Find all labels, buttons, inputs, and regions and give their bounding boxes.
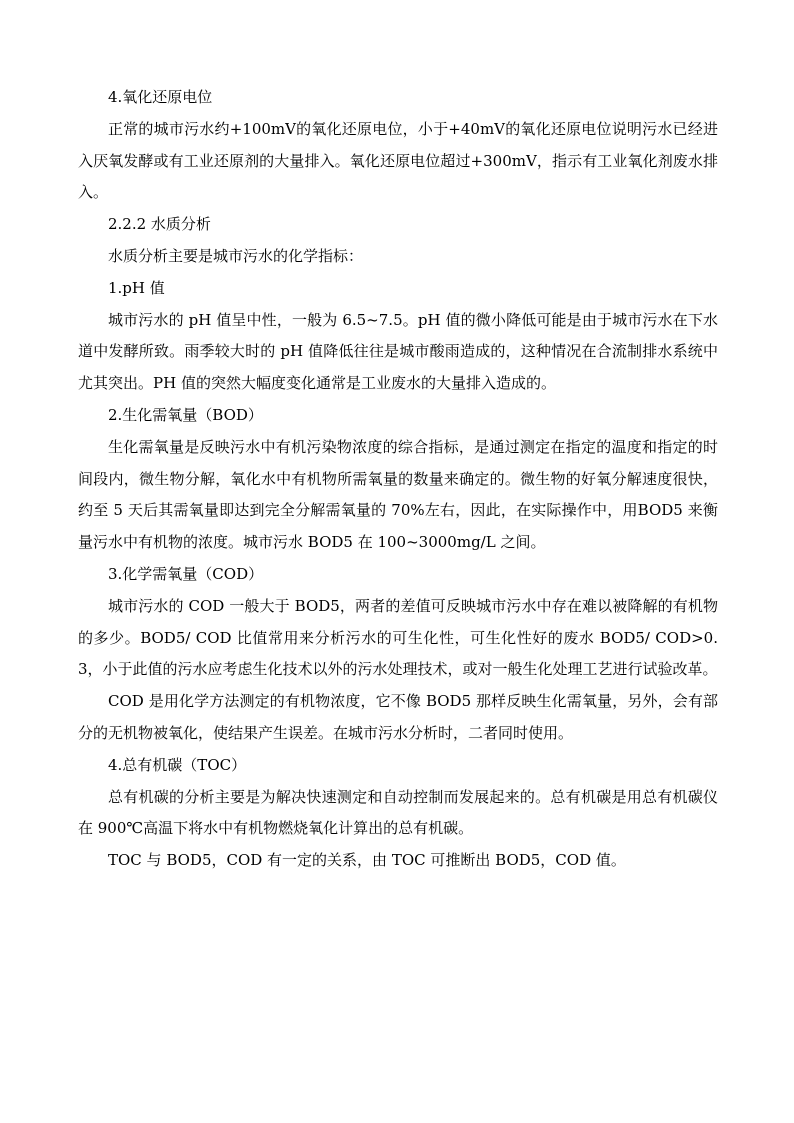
section-heading-bod: 2.生化需氧量（BOD） (108, 405, 263, 424)
paragraph-water-analysis-intro: 水质分析主要是城市污水的化学指标： (108, 246, 364, 265)
section-heading-water-analysis: 2.2.2 水质分析 (108, 215, 211, 234)
paragraph-toc: 总有机碳的分析主要是为解决快速测定和自动控制而发展起来的。总有机碳是用总有机碳仪在 900℃高温下将水中有机物燃烧氧化计算出的总有机碳。 (78, 787, 718, 838)
paragraph-toc-relation: TOC 与 BOD5，COD 有一定的关系，由 TOC 可推断出 BOD5，COD 值。 (108, 851, 626, 870)
paragraph-cod: 城市污水的 COD 一般大于 BOD5，两者的差值可反映城市污水中存在难以被降解的有机物的多少。BOD5/ COD 比值常用来分析污水的可生化性，可生化性好的废水 BOD5/ COD>0.3，小于此值的污水应考虑生化技术以外的污水处理技术，或对一般生化处理工艺进行试验改革。 (78, 596, 718, 679)
section-heading-toc: 4.总有机碳（TOC） (108, 755, 247, 774)
paragraph-bod: 生化需氧量是反映污水中有机污染物浓度的综合指标，是通过测定在指定的温度和指定的时间段内，微生物分解，氧化水中有机物所需氧量的数量来确定的。微生物的好氧分解速度很快，约至 5 天后其需氧量即达到完全分解需氧量的 70%左右，因此，在实际操作中，用BOD5 来衡量污水中有机物的浓度。城市污水 BOD5 在 100~3000mg/L 之间。 (78, 437, 718, 552)
section-heading-ph: 1.pH 值 (108, 278, 165, 297)
section-heading-orp: 4.氧化还原电位 (108, 88, 213, 106)
paragraph-ph: 城市污水的 pH 值呈中性，一般为 6.5~7.5。pH 值的微小降低可能是由于城市污水在下水道中发酵所致。雨季较大时的 pH 值降低往往是城市酸雨造成的，这种情况在合流制排水系统中尤其突出。PH 值的突然大幅度变化通常是工业废水的大量排入造成的。 (78, 310, 718, 393)
paragraph-orp: 正常的城市污水约+100mV的氧化还原电位，小于+40mV的氧化还原电位说明污水已经进入厌氧发酵或有工业还原剂的大量排入。氧化还原电位超过+300mV，指示有工业氧化剂废水排入。 (78, 119, 718, 202)
paragraph-cod-method: COD 是用化学方法测定的有机物浓度，它不像 BOD5 那样反映生化需氧量，另外，会有部分的无机物被氧化，使结果产生误差。在城市污水分析时，二者同时使用。 (78, 692, 718, 742)
document-body (78, 82, 718, 877)
section-heading-cod: 3.化学需氧量（COD） (108, 564, 264, 583)
